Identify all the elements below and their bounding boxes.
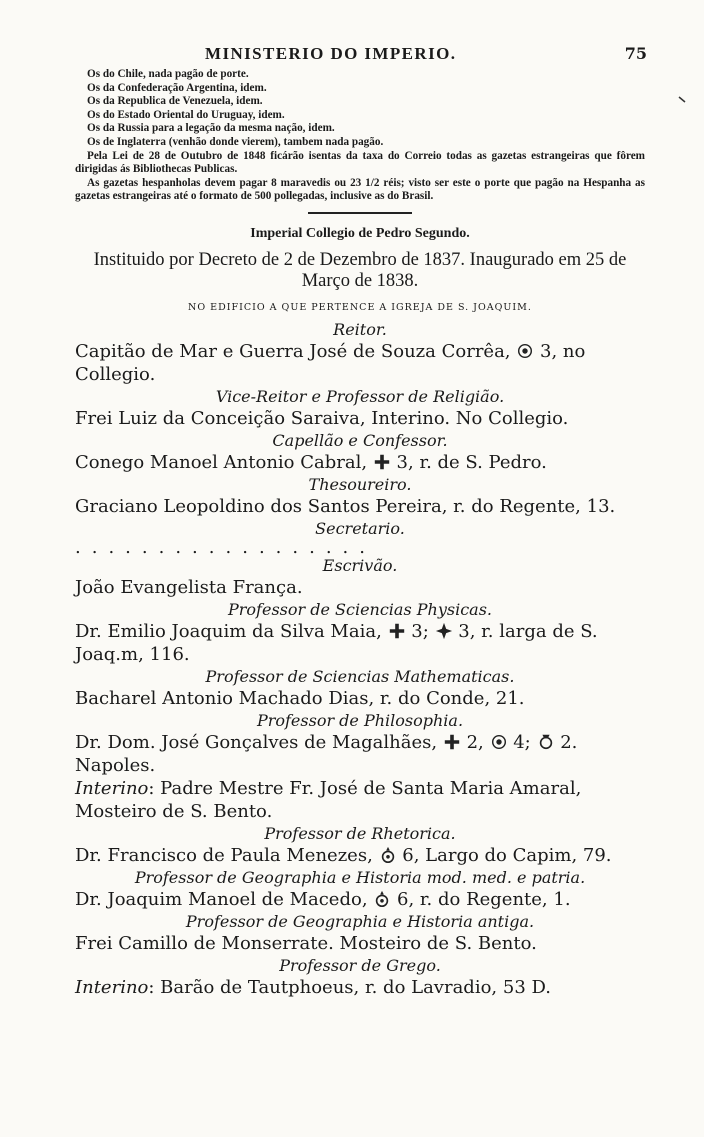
role-heading: Secretario. xyxy=(315,518,405,538)
role-heading: Professor de Sciencias Mathematicas. xyxy=(205,666,515,686)
page-number: 75 xyxy=(624,44,647,63)
staff-name: Dr. Joaquim Manoel de Macedo, xyxy=(75,888,368,910)
role-heading: Professor de Philosophia. xyxy=(256,710,464,730)
role-heading: Professor de Rhetorica. xyxy=(264,823,456,843)
staff-entry xyxy=(75,451,645,474)
staff-name: Dr. Emilio Joaquim da Silva Maia, xyxy=(75,620,382,642)
institution-note: Instituido por Decreto de 2 de Dezembro de 1837. Inaugurado em 25 de Março de 1838. xyxy=(93,249,627,291)
interino-label: Interino xyxy=(75,976,149,998)
order-rose-medal-icon xyxy=(373,890,391,908)
note-line: Os da Russia para a legação da mesma nação, idem. xyxy=(87,122,335,135)
order-rose-icon xyxy=(516,342,534,360)
note-line: Os da Confederação Argentina, idem. xyxy=(87,81,267,94)
staff-entry: João Evangelista França. xyxy=(75,576,303,598)
role-heading: Thesoureiro. xyxy=(308,474,412,494)
running-header xyxy=(75,44,645,68)
staff-detail: 6, r. do Regente, 1. xyxy=(397,888,571,910)
staff-name: Conego Manoel Antonio Cabral, xyxy=(75,451,368,473)
note-paragraph: As gazetas hespanholas devem pagar 8 maravedis ou 23 1/2 réis; visto ser este o porte que pagão na Hespanha as gazetas estrangeiras até o formato de 500 pollegadas, inclusive as do Brasil. xyxy=(75,176,645,203)
role-heading: Professor de Sciencias Physicas. xyxy=(228,599,492,619)
staff-name: Dr. Dom. José Gonçalves de Magalhães, xyxy=(75,731,438,753)
staff-entry: Graciano Leopoldino dos Santos Pereira, r. do Regente, 13. xyxy=(75,495,616,517)
role-heading: Reitor. xyxy=(333,319,387,339)
staff-entry xyxy=(75,620,645,666)
order-christ-cross-icon xyxy=(373,453,391,471)
staff-entry: Frei Camillo de Monserrate. Mosteiro de S. Bento. xyxy=(75,932,537,954)
staff-detail: : Padre Mestre Fr. José de Santa Maria Amaral, Mosteiro de S. Bento. xyxy=(75,777,582,822)
order-christ-cross-icon xyxy=(388,622,406,640)
scan-speck-icon xyxy=(678,96,686,104)
order-rose-icon xyxy=(490,733,508,751)
staff-detail: 2, xyxy=(466,731,484,753)
order-star-cross-icon xyxy=(435,622,453,640)
staff-detail: 3, no Collegio. xyxy=(75,340,586,385)
staff-name: Capitão de Mar e Guerra José de Souza Corrêa, xyxy=(75,340,511,362)
order-rose-medal-icon xyxy=(379,846,397,864)
staff-entry xyxy=(75,888,645,911)
header-title: MINISTERIO DO IMPERIO. xyxy=(205,44,457,63)
staff-detail: 3; xyxy=(411,620,429,642)
interino-entry xyxy=(75,777,645,823)
note-line: Os de Inglaterra (venhão donde vierem), tambem nada pagão. xyxy=(87,135,384,148)
section-divider xyxy=(308,212,412,214)
section-title: Imperial Collegio de Pedro Segundo. xyxy=(250,225,470,241)
note-paragraph: Pela Lei de 28 de Outubro de 1848 ficárão isentas da taxa do Correio todas as gazetas estrangeiras que fôrem dirigidas ás Bibliothecas Publicas. xyxy=(75,149,645,176)
vacant-dots: .................. xyxy=(75,536,376,558)
note-line: Os da Republica de Venezuela, idem. xyxy=(87,95,263,108)
postal-notes xyxy=(75,68,645,204)
staff-detail: : Barão de Tautphoeus, r. do Lavradio, 53 D. xyxy=(148,976,552,998)
note-line: Os do Chile, nada pagão de porte. xyxy=(87,68,249,80)
staff-name: Dr. Francisco de Paula Menezes, xyxy=(75,844,373,866)
role-heading: Escrivão. xyxy=(322,555,398,575)
staff-detail: 2. Napoles. xyxy=(75,731,578,776)
staff-detail: 4; xyxy=(513,731,531,753)
staff-detail: 3, r. larga de S. Joaq.m, 116. xyxy=(75,620,598,665)
staff-detail: 6, Largo do Capim, 79. xyxy=(402,844,612,866)
page xyxy=(75,44,645,999)
order-medal-icon xyxy=(537,733,555,751)
staff-entry xyxy=(75,731,645,777)
role-heading: Professor de Geographia e Historia mod. med. e patria. xyxy=(134,867,586,887)
interino-label: Interino xyxy=(75,777,149,799)
role-heading: Professor de Grego. xyxy=(279,955,441,975)
order-christ-cross-icon xyxy=(443,733,461,751)
role-heading: Professor de Geographia e Historia antiga. xyxy=(185,911,535,931)
location-line: NO EDIFICIO A QUE PERTENCE A IGREJA DE S. JOAQUIM. xyxy=(188,301,532,313)
role-heading: Vice-Reitor e Professor de Religião. xyxy=(215,386,505,406)
staff-entry xyxy=(75,844,645,867)
interino-entry xyxy=(75,976,645,999)
role-heading: Capellão e Confessor. xyxy=(272,430,448,450)
staff-detail: 3, r. de S. Pedro. xyxy=(396,451,547,473)
staff-entry xyxy=(75,340,645,386)
staff-entry: Frei Luiz da Conceição Saraiva, Interino. No Collegio. xyxy=(75,407,569,429)
note-line: Os do Estado Oriental do Uruguay, idem. xyxy=(87,108,285,121)
staff-entry: Bacharel Antonio Machado Dias, r. do Conde, 21. xyxy=(75,687,525,709)
